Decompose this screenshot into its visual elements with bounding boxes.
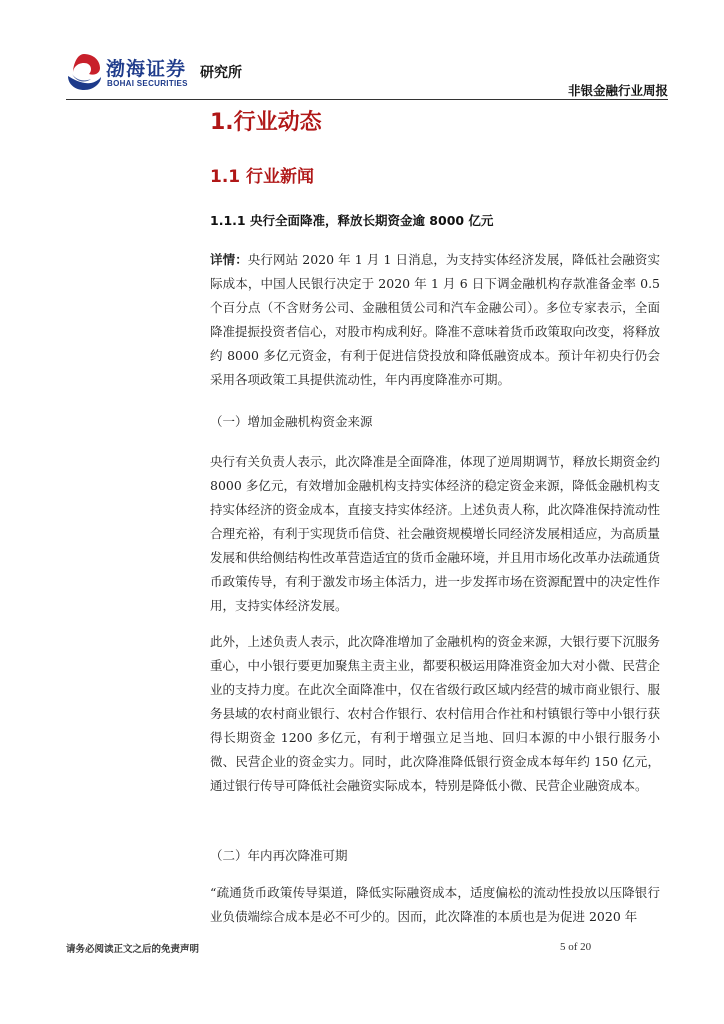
- logo-research-label: 研究所: [200, 65, 242, 81]
- page-of: of: [568, 941, 578, 953]
- section-heading: 1.行业动态: [210, 110, 322, 135]
- page-number: [560, 941, 591, 953]
- bohai-logo-icon: [64, 52, 104, 92]
- subhead-further-cut: （二）年内再次降准可期: [210, 848, 348, 863]
- paragraph-text: 央行网站 2020 年 1 月 1 日消息，为支持实体经济发展，降低社会融资实际成本，中国人民银行决定于 2020 年 1 月 6 日下调金融机构存款准备金率 0.5 个百分点（不含财务公司、金融租赁公司和汽车金融公司）。多位专家表示，全面降准提振投资者信心，对股市构成利好。降准不意味着货币政策取向改变，将释放约 8000 多亿元资金，有利于促进信贷投放和降低融资成本。预计年初央行仍会采用各项政策工具提供流动性，年内再度降准亦可期。: [210, 252, 661, 387]
- body-paragraph-2: 央行有关负责人表示，此次降准是全面降准，体现了逆周期调节，释放长期资金约 8000 多亿元，有效增加金融机构支持实体经济的稳定资金来源，降低金融机构支持实体经济的资金成本，直接支持实体经济。上述负责人称，此次降准保持流动性合理充裕，有利于实现货币信贷、社会融资规模增长同经济发展相适应，为高质量发展和供给侧结构性改革营造适宜的货币金融环境，并且用市场化改革办法疏通货币政策传导，有利于激发市场主体活力，进一步发挥市场在资源配置中的决定性作用，支持实体经济发展。: [210, 454, 661, 613]
- article-heading: 1.1.1 央行全面降准，释放长期资金逾 8000 亿元: [210, 213, 494, 228]
- page-header: [0, 0, 724, 105]
- body-paragraph-4: “疏通货币政策传导渠道，降低实际融资成本，适度偏松的流动性投放以压降银行业负债端综合成本是必不可少的。因而，此次降准的本质也是为促进 2020 年: [210, 885, 660, 924]
- body-paragraph-3: 此外，上述负责人表示，此次降准增加了金融机构的资金来源，大银行要下沉服务重心，中小银行要更加聚焦主责主业，都要积极运用降准资金加大对小微、民营企业的支持力度。在此次全面降准中，仅在省级行政区域内经营的城市商业银行、服务县域的农村商业银行、农村合作银行、农村信用合作社和村镇银行等中小银行获得长期资金 1200 多亿元，有利于增强立足当地、回归本源的中小银行服务小微、民营企业的资金实力。同时，此次降准降低银行资金成本每年约 150 亿元，通过银行传导可降低社会融资实际成本，特别是降低小微、民营企业融资成本。: [210, 634, 661, 793]
- subsection-heading: 1.1 行业新闻: [210, 167, 315, 187]
- page-total: 20: [580, 941, 592, 953]
- header-divider: [66, 99, 668, 100]
- page-current: 5: [560, 941, 566, 953]
- footer-disclaimer: 请务必阅读正文之后的免责声明: [66, 944, 200, 955]
- logo-english-name: BOHAI SECURITIES: [107, 79, 188, 88]
- logo-chinese-name: 渤海证券: [106, 58, 187, 80]
- report-type-label: 非银金融行业周报: [567, 83, 668, 98]
- subhead-increase-funding: （一）增加金融机构资金来源: [210, 414, 373, 429]
- body-paragraph-details: [210, 248, 660, 392]
- detail-label: 详情：: [210, 252, 248, 267]
